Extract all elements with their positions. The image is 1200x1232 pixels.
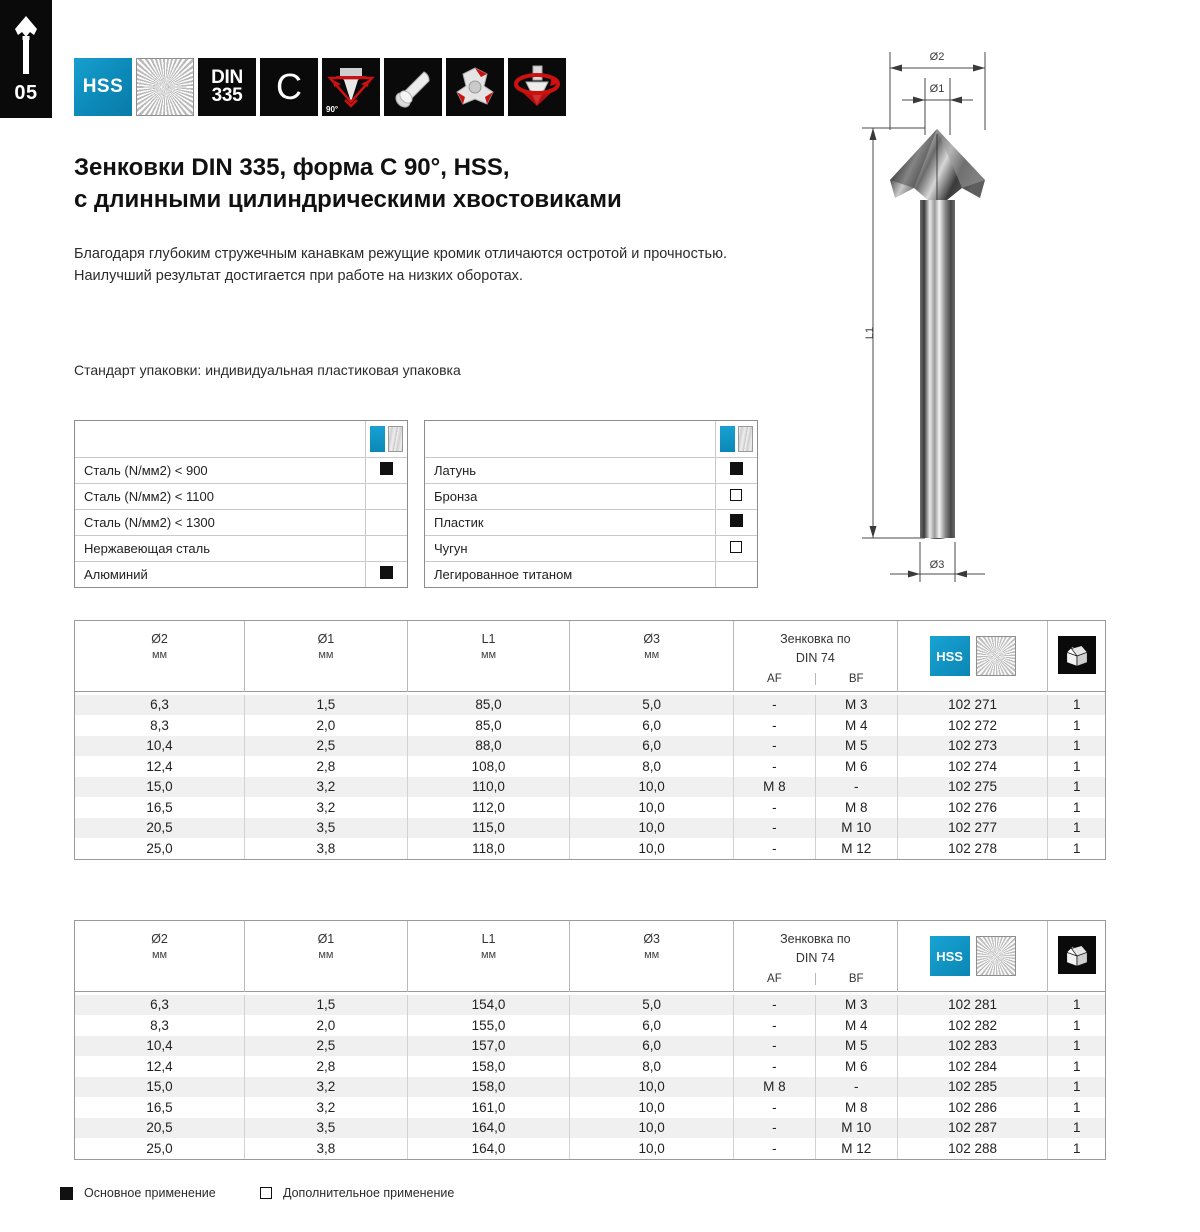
hss-swatch-icon [720,426,735,452]
open-square-icon [730,541,742,553]
cell-d1: 2,5 [245,1036,408,1057]
material-header-icons [365,421,407,457]
material-name: Сталь (N/мм2) < 1100 [75,483,365,509]
table-row [75,1015,1105,1036]
column-unit: мм [480,949,497,962]
cell-code[interactable]: 102 277 [897,818,1048,839]
column-header-d3 [570,921,734,992]
cell-bf: M 12 [815,1138,897,1159]
cell-d1: 2,0 [245,715,408,736]
column-header-article [897,621,1048,692]
product-table-body [75,995,1105,1159]
cell-l1: 110,0 [407,777,570,798]
column-title-line1: Зенковка по [780,932,851,946]
cell-qty: 1 [1048,1118,1105,1139]
cell-d2: 8,3 [75,1015,245,1036]
material-header-blank [425,421,715,457]
cell-d3: 6,0 [570,1036,734,1057]
cell-d3: 10,0 [570,1138,734,1159]
table-row [75,483,407,509]
cell-af: - [733,1118,815,1139]
column-title: L1 [481,632,496,646]
arrow-right-d1 [950,97,962,104]
open-square-icon [260,1187,272,1199]
cell-d1: 2,5 [245,736,408,757]
cell-l1: 158,0 [407,1077,570,1098]
page-title-line1: Зенковки DIN 335, форма C 90°, HSS, [74,154,510,181]
cell-d1: 2,0 [245,1015,408,1036]
packaging-box-icon [1058,636,1096,674]
cell-code[interactable]: 102 275 [897,777,1048,798]
cell-af: - [733,838,815,859]
table-row [75,995,1105,1016]
cell-d2: 25,0 [75,838,245,859]
cell-bf: - [815,1077,897,1098]
column-subheader-bf: BF [815,973,897,985]
filled-square-icon [730,462,743,475]
cell-d2: 16,5 [75,1097,245,1118]
column-unit: мм [480,649,497,662]
cell-qty: 1 [1072,1017,1081,1033]
material-mark [365,509,407,535]
table-row [75,777,1105,798]
cell-qty: 1 [1072,840,1081,856]
cell-d2: 20,5 [75,818,245,839]
table-row [75,756,1105,777]
cell-l1: 161,0 [407,1097,570,1118]
cell-code[interactable]: 102 283 [897,1036,1048,1057]
cell-bf: M 6 [815,756,897,777]
legend [60,1186,454,1200]
column-unit: мм [644,649,660,662]
badge-strip [74,58,566,116]
cell-l1: 157,0 [407,1036,570,1057]
packaging-box-icon [1058,936,1096,974]
cell-d2: 10,4 [75,1036,245,1057]
cell-bf: M 6 [815,1056,897,1077]
form-c-icon [260,58,318,116]
cell-code[interactable]: 102 284 [897,1056,1048,1077]
table-row [425,457,757,483]
column-title: Ø3 [643,632,661,646]
arrow-right-d3 [955,571,967,578]
cell-l1: 112,0 [407,797,570,818]
countersink-90deg-icon [322,58,380,116]
cell-d2: 15,0 [75,777,245,798]
cell-d1: 1,5 [245,695,408,716]
cell-qty: 1 [1048,1036,1105,1057]
column-header-d1 [245,621,408,692]
cell-d3: 10,0 [570,1118,734,1139]
material-mark [715,535,757,561]
arrow-left-d2 [890,65,902,72]
table-row [75,457,407,483]
column-header-d2 [75,921,245,992]
filled-square-icon [730,514,743,527]
material-mark [365,483,407,509]
table-row [75,1036,1105,1057]
cell-bf: M 10 [815,1118,897,1139]
material-mark [715,457,757,483]
cell-d1: 2,8 [245,756,408,777]
metal-surface-icon [976,636,1016,676]
table-row [75,1138,1105,1159]
cell-d1: 3,2 [245,1097,408,1118]
cell-qty: 1 [1048,1077,1105,1098]
material-name: Сталь (N/мм2) < 1300 [75,509,365,535]
cell-qty: 1 [1072,1058,1081,1074]
angle-label: 90° [326,105,339,114]
cell-d1: 3,5 [245,818,408,839]
hss-badge-label: HSS [936,948,963,964]
cell-d1: 3,2 [245,1077,408,1098]
din-standard-icon [198,58,256,116]
column-title: Ø3 [643,932,661,946]
cell-af: - [733,1056,815,1077]
cell-qty: 1 [1072,1099,1081,1115]
table-row [75,1118,1105,1139]
cell-af: - [733,797,815,818]
dimension-label-d3: Ø3 [929,559,945,571]
cell-qty: 1 [1048,695,1105,716]
cell-d3: 10,0 [570,797,734,818]
table-header-row [75,621,1105,692]
material-name: Нержавеющая сталь [75,535,365,561]
tool-shank [920,200,955,538]
cell-d3: 10,0 [570,777,734,798]
cell-qty: 1 [1072,758,1081,774]
cell-code[interactable]: 102 272 [897,715,1048,736]
cell-d1: 3,5 [245,1118,408,1139]
table-row [425,509,757,535]
page-number: 05 [14,82,38,104]
metal-swatch-icon [738,426,753,452]
cell-qty: 1 [1072,717,1081,733]
product-table-long [74,920,1106,1160]
hss-badge [930,936,970,976]
table-row [75,736,1105,757]
page-description: Благодаря глубоким стружечным канавкам режущие кромик отличаются остротой и прочностью. Наилучший результат достигается при работе на низких оборотах. [74,246,727,285]
material-name: Алюминий [75,561,365,587]
cell-d3: 6,0 [570,1015,734,1036]
cell-code[interactable]: 102 276 [897,797,1048,818]
cell-code[interactable]: 102 282 [897,1015,1048,1036]
material-header-row [75,421,407,457]
arrow-left-d1 [913,97,925,104]
column-unit: мм [644,949,660,962]
dimension-label-l1: L1 [864,326,876,340]
material-header-blank [75,421,365,457]
column-unit: мм [151,949,168,962]
material-name: Бронза [425,483,715,509]
cell-d3: 6,0 [570,715,734,736]
cell-d3: 10,0 [570,838,734,859]
cell-d2: 12,4 [75,1056,245,1077]
cell-bf: M 5 [815,1036,897,1057]
metal-surface-icon [136,58,194,116]
cell-code[interactable]: 102 273 [897,736,1048,757]
cell-qty: 1 [1072,1140,1081,1156]
column-header-din74 [733,621,897,692]
table-row [75,561,407,587]
cell-d3: 5,0 [570,995,734,1016]
cell-d3: 5,0 [570,695,734,716]
legend-item-secondary [260,1186,454,1200]
cell-code[interactable]: 102 271 [897,695,1048,716]
material-name: Сталь (N/мм2) < 900 [75,457,365,483]
column-subheader-bf: BF [815,673,897,685]
hss-badge-label: HSS [82,76,124,97]
cell-l1: 164,0 [407,1138,570,1159]
table-row [75,535,407,561]
column-title: Ø1 [317,632,335,646]
filled-square-icon [380,566,393,579]
cell-l1: 85,0 [407,715,570,736]
arrow-bottom-l1 [870,526,877,538]
three-flutes-icon [446,58,504,116]
cell-bf: M 8 [815,797,897,818]
cell-d2: 12,4 [75,756,245,777]
cell-bf: M 4 [815,1015,897,1036]
packaging-note: Стандарт упаковки: индивидуальная пластиковая упаковка [74,362,461,378]
table-row [425,535,757,561]
cell-af: - [733,1036,815,1057]
column-title: Ø2 [151,932,168,946]
material-name: Чугун [425,535,715,561]
cell-d1: 1,5 [245,995,408,1016]
material-mark [715,561,757,587]
column-header-packaging [1048,921,1105,992]
cell-d2: 16,5 [75,797,245,818]
column-header-d1 [245,921,408,992]
table-row [75,1056,1105,1077]
filled-square-icon [60,1187,73,1200]
cell-l1: 158,0 [407,1056,570,1077]
cell-l1: 164,0 [407,1118,570,1139]
cell-l1: 115,0 [407,818,570,839]
column-header-d2 [75,621,245,692]
cell-bf: M 3 [815,995,897,1016]
hss-swatch-icon [370,426,385,452]
column-title-line1: Зенковка по [780,632,851,646]
cell-qty: 1 [1048,818,1105,839]
cell-code[interactable]: 102 278 [897,838,1048,859]
countersink-technical-drawing [840,30,1060,600]
cell-d3: 8,0 [570,756,734,777]
column-header-l1 [407,921,570,992]
cell-af: - [733,1015,815,1036]
cell-af: - [733,715,815,736]
hss-badge [74,58,132,116]
material-mark [715,483,757,509]
dimension-label-d2: Ø2 [929,51,945,63]
cell-d2: 8,3 [75,715,245,736]
column-header-l1 [407,621,570,692]
material-mark [365,535,407,561]
open-square-icon [730,489,742,501]
material-mark [365,457,407,483]
table-row [425,483,757,509]
cell-af: M 8 [733,1077,815,1098]
cell-code[interactable]: 102 288 [897,1138,1048,1159]
column-title: L1 [481,932,496,946]
hss-badge-label: HSS [936,648,963,664]
cell-l1: 88,0 [407,736,570,757]
cell-bf: M 10 [815,818,897,839]
table-row [75,509,407,535]
cell-d1: 2,8 [245,1056,408,1077]
material-header-icons [715,421,757,457]
arrow-right-d2 [973,65,985,72]
table-row [75,695,1105,716]
product-table-body [75,695,1105,859]
table-row [75,797,1105,818]
column-header-din74 [733,921,897,992]
cell-code[interactable]: 102 281 [897,995,1048,1016]
cell-d1: 3,2 [245,797,408,818]
cell-bf: M 12 [815,838,897,859]
cylindrical-shank-icon [384,58,442,116]
cell-l1: 155,0 [407,1015,570,1036]
column-unit: мм [151,649,168,662]
cell-qty: 1 [1048,995,1105,1016]
cell-code[interactable]: 102 274 [897,756,1048,777]
material-table-left [74,420,408,588]
cell-af: - [733,818,815,839]
cell-af: - [733,995,815,1016]
legend-label-secondary: Дополнительное применение [283,1186,455,1200]
arrow-left-d3 [908,571,920,578]
cell-code[interactable]: 102 285 [897,1077,1048,1098]
page-title-line2: с длинными цилиндрическими хвостовиками [74,185,622,213]
cell-af: - [733,756,815,777]
table-header-row [75,921,1105,992]
material-name: Пластик [425,509,715,535]
metal-swatch-icon [388,426,403,452]
column-subheader-af: AF [767,973,782,985]
dimension-label-d1: Ø1 [929,83,945,95]
cell-d1: 3,2 [245,777,408,798]
cell-d3: 6,0 [570,736,734,757]
material-mark [365,561,407,587]
material-name: Легированное титаном [425,561,715,587]
table-row [75,838,1105,859]
cell-af: - [733,695,815,716]
cell-d1: 3,8 [245,1138,408,1159]
cell-qty: 1 [1048,736,1105,757]
cell-d2: 20,5 [75,1118,245,1139]
cell-d1: 3,8 [245,838,408,859]
column-title: Ø1 [317,932,335,946]
table-row [75,1097,1105,1118]
material-mark [715,509,757,535]
column-header-article [897,921,1048,992]
cell-qty: 1 [1072,799,1081,815]
cell-l1: 108,0 [407,756,570,777]
page-title [74,152,754,215]
cell-d2: 6,3 [75,695,245,716]
table-row [75,715,1105,736]
cell-d3: 10,0 [570,1077,734,1098]
din-line1: DIN [211,66,243,88]
table-row [75,818,1105,839]
cell-af: - [733,1097,815,1118]
column-header-d3 [570,621,734,692]
cell-l1: 118,0 [407,838,570,859]
page-marker [0,0,52,118]
hss-badge [930,636,970,676]
column-header-packaging [1048,621,1105,692]
material-name: Латунь [425,457,715,483]
legend-label-primary: Основное применение [84,1186,216,1200]
cell-d2: 15,0 [75,1077,245,1098]
filled-square-icon [380,462,393,475]
column-title-line2: DIN 74 [795,651,835,666]
column-title: Ø2 [151,632,168,646]
cell-bf: - [815,777,897,798]
cell-l1: 154,0 [407,995,570,1016]
cell-code[interactable]: 102 286 [897,1097,1048,1118]
table-row [75,1077,1105,1098]
cell-af: M 8 [733,777,815,798]
cell-d2: 25,0 [75,1138,245,1159]
cell-d3: 10,0 [570,1097,734,1118]
column-title-line2: DIN 74 [795,951,835,966]
arrow-top-l1 [870,128,877,140]
column-subheader-af: AF [767,673,782,685]
product-table-short [74,620,1106,860]
material-table-right [424,420,758,588]
countersink-tool-icon [13,14,39,76]
cell-af: - [733,1138,815,1159]
cell-bf: M 3 [815,695,897,716]
cell-d3: 10,0 [570,818,734,839]
legend-item-primary [60,1186,260,1200]
table-row [425,561,757,587]
cell-d2: 6,3 [75,995,245,1016]
cell-qty: 1 [1048,777,1105,798]
cell-af: - [733,736,815,757]
cell-d3: 8,0 [570,1056,734,1077]
low-speed-rotation-icon [508,58,566,116]
cell-code[interactable]: 102 287 [897,1118,1048,1139]
column-unit: мм [318,949,334,962]
cell-l1: 85,0 [407,695,570,716]
column-unit: мм [318,649,334,662]
material-header-row [425,421,757,457]
metal-surface-icon [976,936,1016,976]
cell-bf: M 4 [815,715,897,736]
cell-d2: 10,4 [75,736,245,757]
cell-bf: M 8 [815,1097,897,1118]
cell-bf: M 5 [815,736,897,757]
din-line2: 335 [211,85,243,106]
form-c-label: C [276,66,302,107]
